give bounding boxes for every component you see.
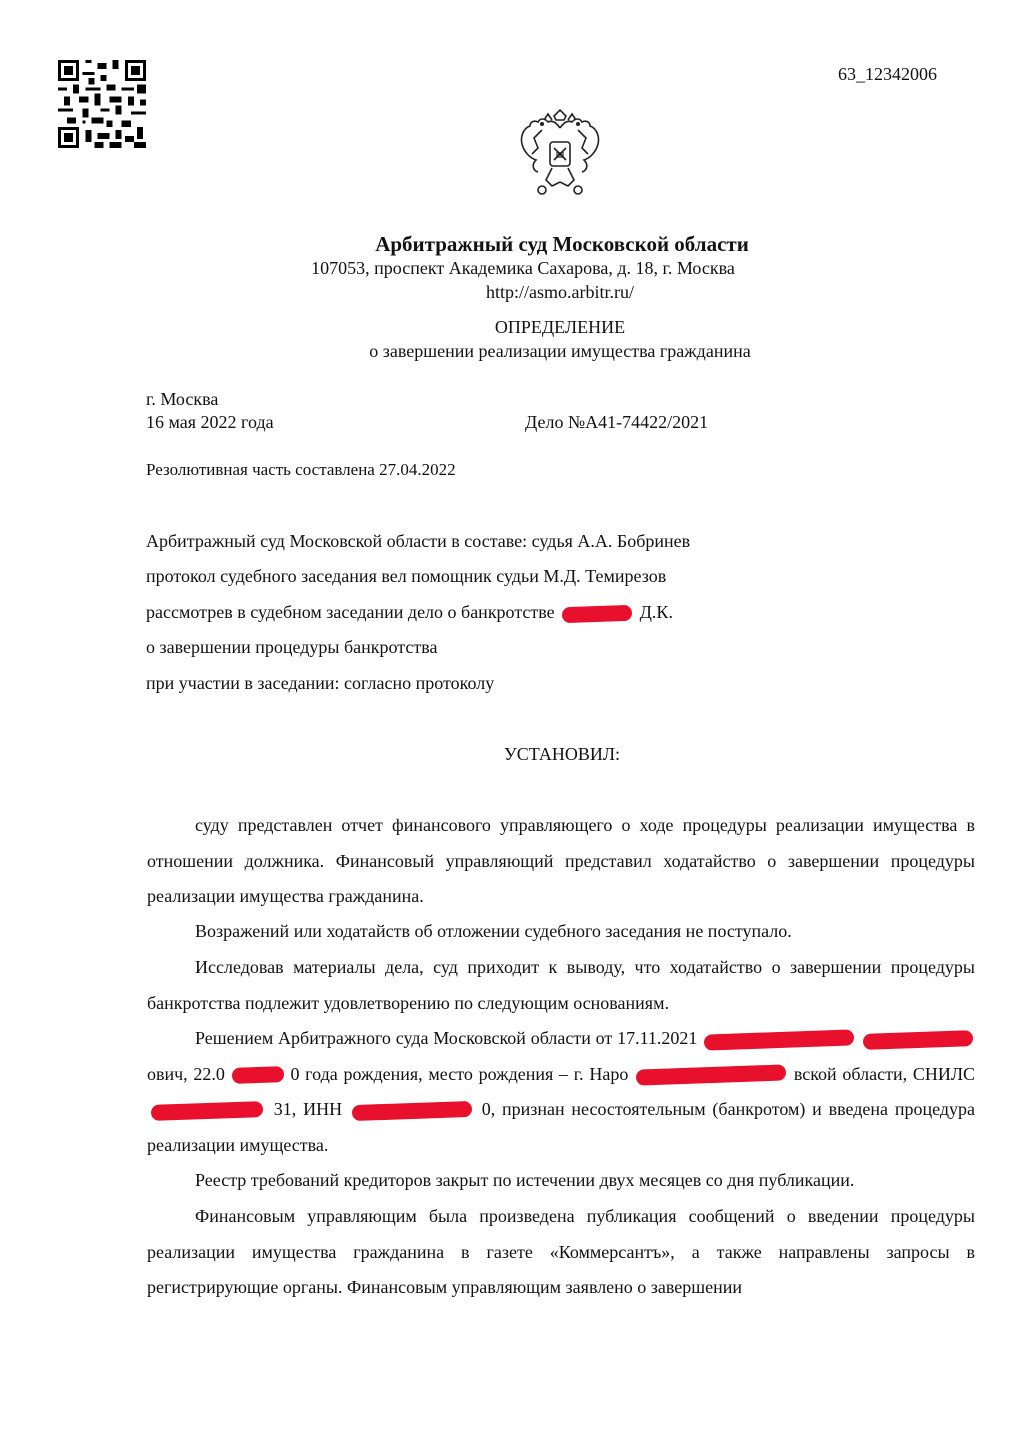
intro-line-participants: при участии в заседании: согласно протоколу: [146, 673, 495, 693]
paragraph-report: суду представлен отчет финансового управляющего о ходе процедуры реализации имущества в отношении должника. Финансовый управляющий представил ходатайство о завершении процедуры реализации имущества гражданина.: [147, 815, 975, 906]
court-name: Арбитражный суд Московской области: [375, 232, 749, 256]
redaction-mark: [231, 1066, 284, 1084]
decision-text-part: 31, ИНН: [273, 1099, 343, 1119]
case-number: Дело №А41-74422/2021: [525, 412, 709, 432]
paragraph-conclusion: Исследовав материалы дела, суд приходит к выводу, что ходатайство о завершении процедуры банкротства подлежит удовлетворению по следующим основаниям.: [147, 957, 975, 1013]
court-website: http://asmo.arbitr.ru/: [486, 282, 634, 302]
intro-line-judge: Арбитражный суд Московской области в составе: судья А.А. Бобринев: [146, 531, 691, 551]
decision-text-part: ович, 22.0: [147, 1063, 225, 1084]
redaction-mark: [151, 1101, 263, 1121]
redaction-mark: [863, 1030, 973, 1050]
intro-line-subject: о завершении процедуры банкротства: [146, 637, 438, 657]
resolution-note: Резолютивная часть составлена 27.04.2022: [146, 460, 456, 479]
intro-line-case: [146, 602, 673, 623]
paragraph-publication: Финансовым управляющим была произведена публикация сообщений о введении процедуры реализации имущества гражданина в газете «Коммерсантъ», а также направлены запросы в регистрирующие органы. Финансовым управляющим заявлено о завершении: [147, 1206, 975, 1297]
document-id: 63_12342006: [838, 64, 937, 84]
redaction-mark: [562, 605, 633, 623]
coat-of-arms-emblem-icon: [512, 108, 608, 202]
decision-text-part: 0 года рождения, место рождения – г. Наро: [290, 1063, 629, 1084]
redaction-mark: [636, 1065, 786, 1086]
section-title: УСТАНОВИЛ:: [503, 744, 621, 764]
decision-text-part: вской области, СНИЛС: [793, 1063, 976, 1084]
court-address: 107053, проспект Академика Сахарова, д. 18, г. Москва: [311, 258, 735, 278]
paragraph-registry: Реестр требований кредиторов закрыт по истечении двух месяцев со дня публикации.: [195, 1170, 855, 1190]
document-date: 16 мая 2022 года: [146, 412, 274, 432]
document-title: ОПРЕДЕЛЕНИЕ: [494, 317, 626, 337]
city: г. Москва: [146, 389, 219, 409]
redaction-mark: [352, 1101, 472, 1121]
intro-line-secretary: протокол судебного заседания вел помощник судьи М.Д. Темирезов: [146, 566, 667, 586]
paragraph-no-objections: Возражений или ходатайств об отложении судебного заседания не поступало.: [195, 921, 792, 941]
paragraph-decision: [147, 1021, 975, 1163]
qr-code-icon: [58, 60, 146, 148]
document-subtitle: о завершении реализации имущества гражданина: [369, 341, 751, 361]
redaction-mark: [704, 1029, 854, 1050]
decision-text-part: Решением Арбитражного суда Московской области от 17.11.2021: [195, 1028, 698, 1048]
intro-case-text: рассмотрев в судебном заседании дело о банкротстве: [146, 602, 555, 622]
intro-case-initials: Д.К.: [639, 602, 673, 622]
decision-text-part: 0, признан несостоятельным (банкротом) и введена процедура реализации имущества.: [147, 1099, 975, 1155]
